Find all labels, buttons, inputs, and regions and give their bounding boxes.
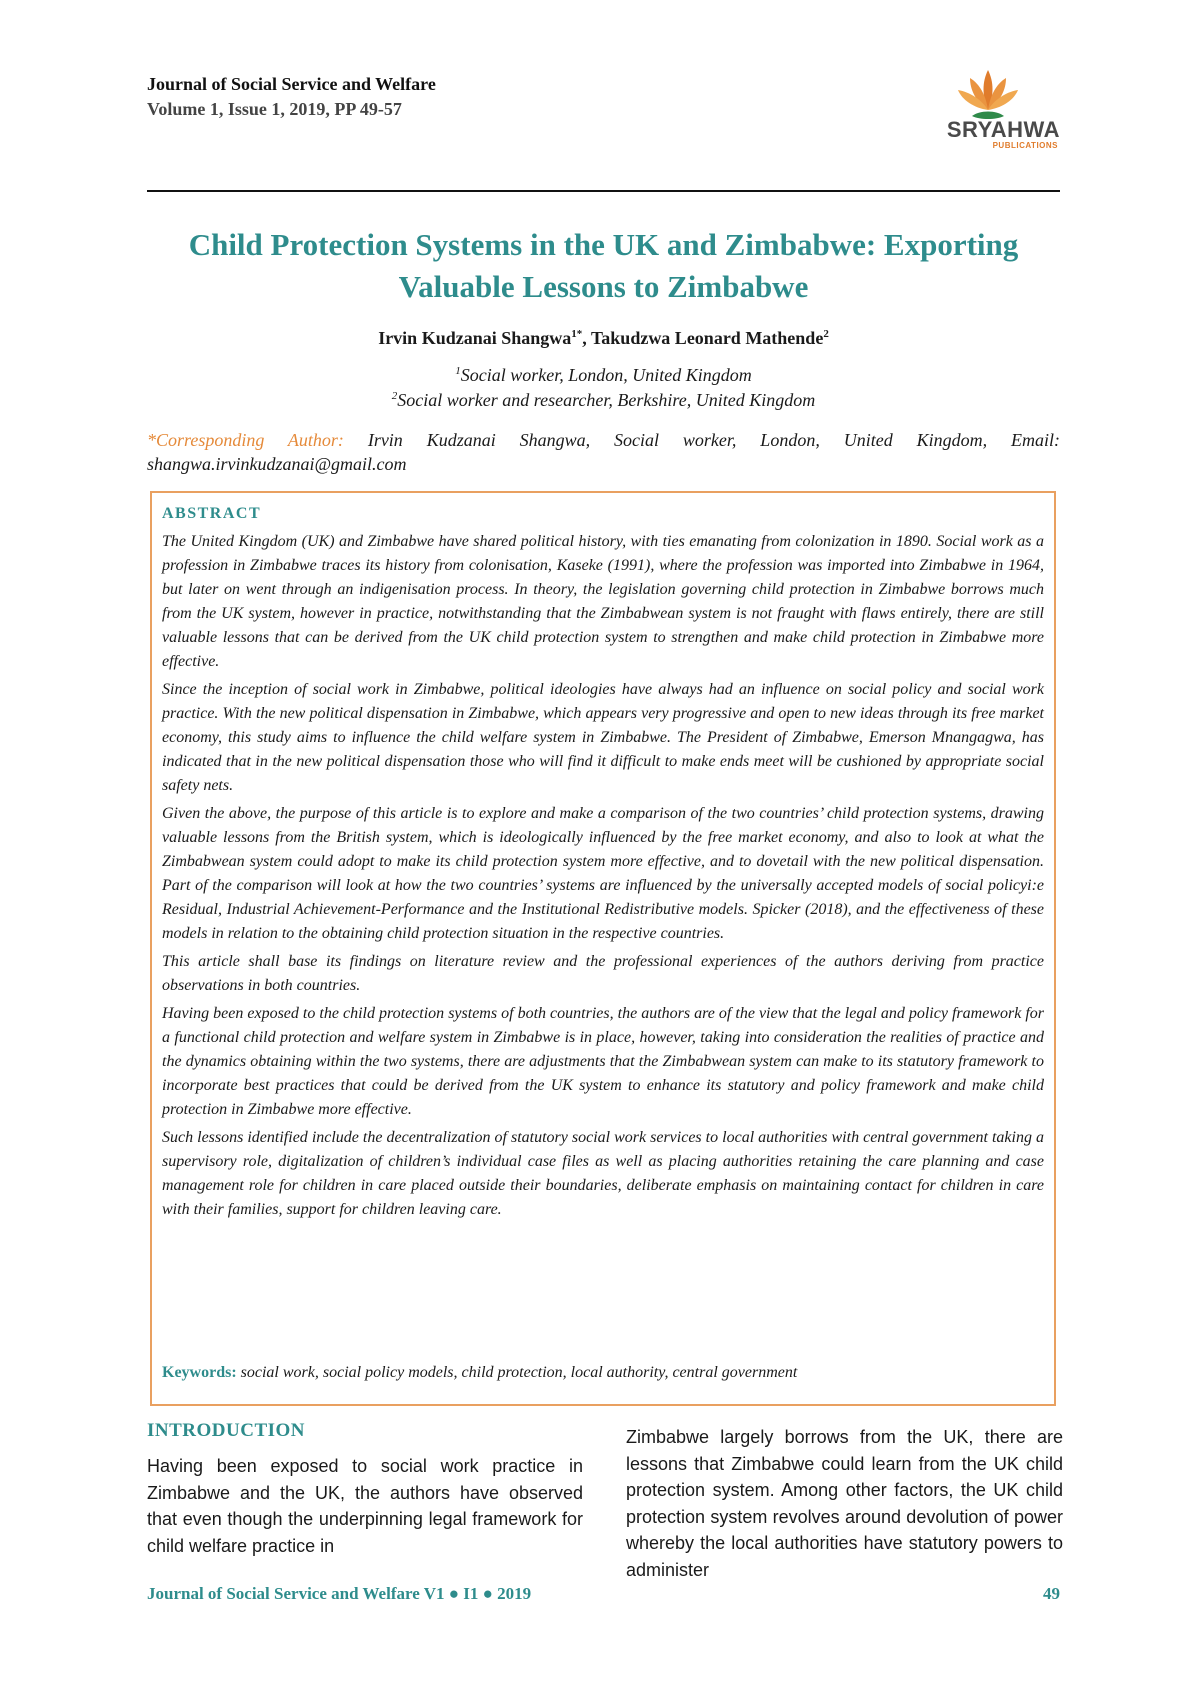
footer-journal-citation: Journal of Social Service and Welfare V1 ● I1 ● 2019 [147,1584,532,1603]
introduction-left-column: Having been exposed to social work practice in Zimbabwe and the UK, the authors have observed that even though the underpinning legal framework for child welfare practice in [147,1456,583,1556]
keywords [162,1364,1044,1382]
affiliation [147,365,1060,386]
keywords-value: social work, social policy models, child protection, local authority, central government [236,1364,798,1381]
page-number: 49 [1043,1584,1060,1603]
header-divider [147,190,1060,192]
abstract-heading: ABSTRACT [162,505,262,522]
author-list [147,328,1060,349]
author-superscript: 1* [571,328,583,340]
publisher-logo [908,62,1060,162]
abstract-paragraph: Such lessons identified include the decentralization of statutory social work services to local authorities with central government taking a supervisory role, digitalization of children’s individual case files as well as placing authorities retaining the care planning and case management role for children in care placed outside their boundaries, deliberate emphasis on maintaining contact for children in care with their families, support for children leaving care. [162,1129,1044,1218]
lotus-icon [908,62,1060,124]
affiliation-text: Social worker, London, United Kingdom [460,365,752,385]
title-line: Child Protection Systems in the UK and Zimbabwe: Exporting [188,227,1019,262]
abstract-paragraph: Having been exposed to the child protection systems of both countries, the authors are of the view that the legal and policy framework for a functional child protection and welfare system in Zimbabwe is in place, however, taking into consideration the realities of practice and the dynamics obtaining within the two systems, there are adjustments that the Zimbabwean system can make to its statutory framework to incorporate best practices that could be derived from the UK system to enhance its statutory and policy framework and make child protection in Zimbabwe more effective. [162,1005,1044,1118]
article-title [147,224,1060,308]
keywords-label: Keywords: [162,1364,237,1381]
affiliation-text: Social worker and researcher, Berkshire, United Kingdom [397,390,816,410]
abstract-paragraph: The United Kingdom (UK) and Zimbabwe have shared political history, with ties emanating from colonization in 1890. Social work as a profession in Zimbabwe traces its history from colonisation, Kaseke (1991), where the profession was imported into Zimbabwe in 1964, but later on went through an indigenisation process. In theory, the legislation governing child protection in Zimbabwe borrows much from the UK system, however in practice, notwithstanding that the Zimbabwean system is not fraught with flaws entirely, there are still valuable lessons that can be derived from the UK child protection system to strengthen and make child protection in Zimbabwe more effective. [162,533,1044,670]
journal-issue-line: Volume 1, Issue 1, 2019, PP 49-57 [147,99,402,119]
abstract-paragraph: Given the above, the purpose of this article is to explore and make a comparison of the two countries’ child protection systems, drawing valuable lessons from the British system, which is ideologically influenced by the free market economy, and also to look at what the Zimbabwean system could adopt to make its child protection system more effective, and to dovetail with the new political dispensation. Part of the comparison will look at how the two countries’ systems are influenced by the universally accepted models of social policyi:e Residual, Industrial Achievement-Performance and the Institutional Redistributive models. Spicker (2018), and the effectiveness of these models in relation to the obtaining child protection situation in the respective countries. [162,805,1044,942]
author-separator: , [582,328,591,348]
corresponding-author [147,428,1060,476]
logo-subtext: PUBLICATIONS [992,141,1058,150]
abstract-paragraph: Since the inception of social work in Zimbabwe, political ideologies have always had an influence on social policy and social work practice. With the new political dispensation in Zimbabwe, which appears very progressive and open to new ideas through its free market economy, this study aims to influence the child welfare system in Zimbabwe. The President of Zimbabwe, Emerson Mnangagwa, has indicated that in the new political dispensation those who will find it difficult to make ends meet will be cushioned by appropriate social safety nets. [162,681,1044,794]
journal-name: Journal of Social Service and Welfare [147,74,436,94]
author-name: Irvin Kudzanai Shangwa [378,328,572,348]
affiliation-superscript: 2 [391,390,398,402]
corresponding-author-text: Irvin Kudzanai Shangwa, Social worker, London, United Kingdom, Email: shangwa.irvinkudzanai@gmail.com [147,430,1061,474]
title-line: Valuable Lessons to Zimbabwe [398,269,809,304]
affiliation-superscript: 1 [455,365,461,377]
author-name: Takudzwa Leonard Mathende [590,328,824,348]
abstract-body [162,530,1044,1226]
affiliation [147,390,1060,411]
introduction-heading: INTRODUCTION [147,1420,306,1441]
author-superscript: 2 [823,328,829,340]
introduction-right-column: Zimbabwe largely borrows from the UK, there are lessons that Zimbabwe could learn from the UK child protection system. Among other factors, the UK child protection system revolves around devolution of power whereby the local authorities have statutory powers to administer [626,1427,1063,1580]
corresponding-author-label: *Corresponding Author: [147,430,344,450]
abstract-paragraph: This article shall base its findings on literature review and the professional experiences of the authors deriving from practice observations in both countries. [162,953,1044,994]
logo-wordmark: SRYAHWA [946,117,1060,142]
